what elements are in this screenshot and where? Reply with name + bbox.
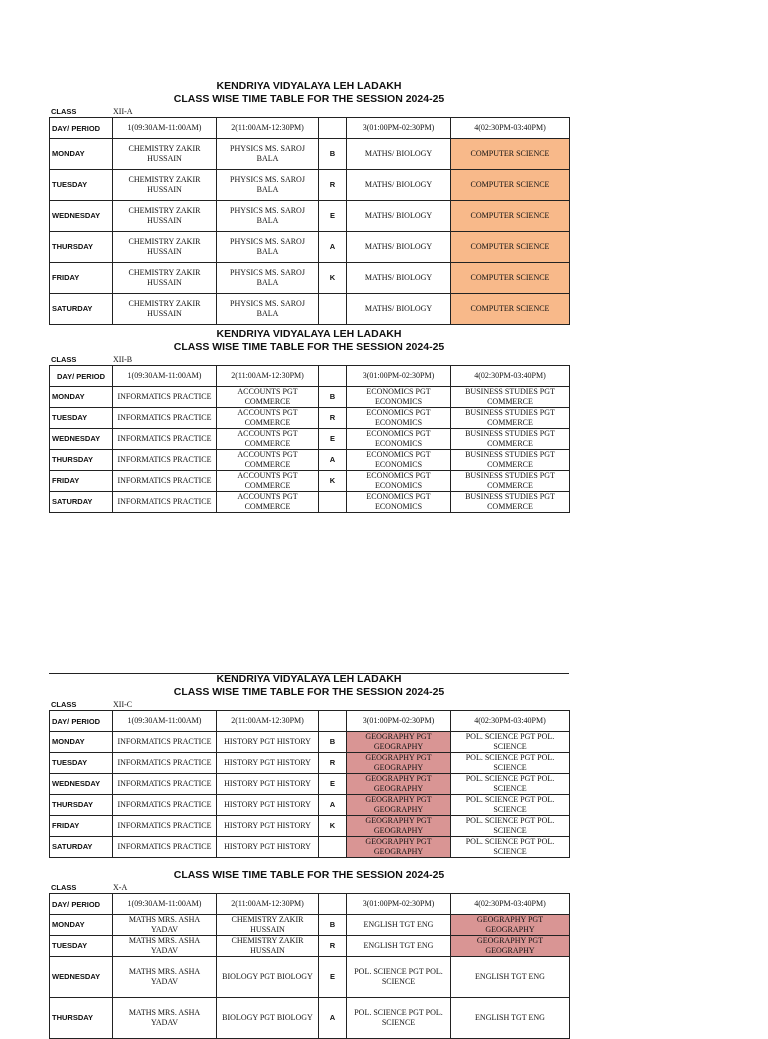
period-cell: INFORMATICS PRACTICE: [113, 795, 217, 816]
period-cell: ENGLISH TGT ENG: [451, 998, 570, 1039]
period-cell: HISTORY PGT HISTORY: [217, 774, 319, 795]
period-cell: POL. SCIENCE PGT POL. SCIENCE: [451, 795, 570, 816]
break-cell: K: [319, 263, 347, 294]
day-cell: THURSDAY: [50, 232, 113, 263]
timetable-title: CLASS WISE TIME TABLE FOR THE SESSION 2024-25: [173, 869, 445, 881]
period-cell: INFORMATICS PRACTICE: [113, 471, 217, 492]
period-cell: ECONOMICS PGT ECONOMICS: [347, 471, 451, 492]
table-row: [50, 201, 570, 232]
period-cell: CHEMISTRY ZAKIR HUSSAIN: [113, 170, 217, 201]
table-row: [50, 816, 570, 837]
header-period-1: 1(09:30AM-11:00AM): [113, 118, 217, 139]
break-cell: E: [319, 957, 347, 998]
period-cell: MATHS/ BIOLOGY: [347, 294, 451, 325]
day-cell: MONDAY: [50, 387, 113, 408]
school-name: KENDRIYA VIDYALAYA LEH LADAKH: [216, 328, 402, 340]
header-day-period: DAY/ PERIOD: [50, 118, 113, 139]
period-cell: POL. SCIENCE PGT POL. SCIENCE: [451, 816, 570, 837]
header-row: [50, 711, 570, 732]
period-cell: POL. SCIENCE PGT POL. SCIENCE: [451, 732, 570, 753]
break-cell: E: [319, 201, 347, 232]
day-cell: WEDNESDAY: [50, 957, 113, 998]
day-cell: MONDAY: [50, 139, 113, 170]
header-period-3: 3(01:00PM-02:30PM): [347, 894, 451, 915]
period-cell: PHYSICS MS. SAROJ BALA: [217, 201, 319, 232]
period-cell: INFORMATICS PRACTICE: [113, 732, 217, 753]
break-cell: B: [319, 732, 347, 753]
table-row: [50, 795, 570, 816]
period-cell: POL. SCIENCE PGT POL. SCIENCE: [451, 837, 570, 858]
break-cell: R: [319, 753, 347, 774]
period-cell: COMPUTER SCIENCE: [451, 232, 570, 263]
period-cell: COMPUTER SCIENCE: [451, 139, 570, 170]
period-cell: GEOGRAPHY PGT GEOGRAPHY: [347, 732, 451, 753]
timetable-title: CLASS WISE TIME TABLE FOR THE SESSION 2024-25: [173, 341, 445, 353]
class-line: [49, 106, 569, 117]
class-label: CLASS: [51, 883, 77, 892]
break-cell: R: [319, 936, 347, 957]
period-cell: ENGLISH TGT ENG: [347, 936, 451, 957]
table-row: [50, 170, 570, 201]
period-cell: BUSINESS STUDIES PGT COMMERCE: [451, 492, 570, 513]
break-cell: E: [319, 774, 347, 795]
day-cell: TUESDAY: [50, 170, 113, 201]
period-cell: ACCOUNTS PGT COMMERCE: [217, 387, 319, 408]
header-period-4: 4(02:30PM-03:40PM): [451, 118, 570, 139]
period-cell: PHYSICS MS. SAROJ BALA: [217, 139, 319, 170]
header-period-1: 1(09:30AM-11:00AM): [113, 366, 217, 387]
header-day-period: DAY/ PERIOD: [50, 366, 113, 387]
period-cell: MATHS/ BIOLOGY: [347, 201, 451, 232]
table-row: [50, 957, 570, 998]
timetable: [49, 893, 570, 1039]
period-cell: INFORMATICS PRACTICE: [113, 753, 217, 774]
header-period-1: 1(09:30AM-11:00AM): [113, 894, 217, 915]
period-cell: ACCOUNTS PGT COMMERCE: [217, 408, 319, 429]
header-period-2: 2(11:00AM-12:30PM): [217, 366, 319, 387]
period-cell: PHYSICS MS. SAROJ BALA: [217, 294, 319, 325]
header-period-4: 4(02:30PM-03:40PM): [451, 711, 570, 732]
period-cell: POL. SCIENCE PGT POL. SCIENCE: [347, 957, 451, 998]
table-row: [50, 774, 570, 795]
period-cell: BUSINESS STUDIES PGT COMMERCE: [451, 387, 570, 408]
period-cell: MATHS/ BIOLOGY: [347, 170, 451, 201]
day-cell: TUESDAY: [50, 936, 113, 957]
day-cell: WEDNESDAY: [50, 201, 113, 232]
day-cell: SATURDAY: [50, 492, 113, 513]
header-break: [319, 894, 347, 915]
period-cell: MATHS/ BIOLOGY: [347, 263, 451, 294]
table-row: [50, 837, 570, 858]
table-row: [50, 753, 570, 774]
timetable: [49, 365, 570, 513]
class-label: CLASS: [51, 355, 77, 364]
timetable-block-xii-a: [49, 80, 569, 325]
period-cell: BIOLOGY PGT BIOLOGY: [217, 998, 319, 1039]
period-cell: GEOGRAPHY PGT GEOGRAPHY: [347, 774, 451, 795]
period-cell: GEOGRAPHY PGT GEOGRAPHY: [347, 816, 451, 837]
period-cell: INFORMATICS PRACTICE: [113, 450, 217, 471]
header-period-3: 3(01:00PM-02:30PM): [347, 711, 451, 732]
period-cell: POL. SCIENCE PGT POL. SCIENCE: [347, 998, 451, 1039]
period-cell: ACCOUNTS PGT COMMERCE: [217, 492, 319, 513]
period-cell: MATHS/ BIOLOGY: [347, 139, 451, 170]
break-cell: K: [319, 471, 347, 492]
header-period-2: 2(11:00AM-12:30PM): [217, 711, 319, 732]
day-cell: WEDNESDAY: [50, 774, 113, 795]
table-row: [50, 429, 570, 450]
period-cell: MATHS/ BIOLOGY: [347, 232, 451, 263]
period-cell: INFORMATICS PRACTICE: [113, 816, 217, 837]
table-row: [50, 263, 570, 294]
period-cell: MATHS MRS. ASHA YADAV: [113, 915, 217, 936]
period-cell: ENGLISH TGT ENG: [347, 915, 451, 936]
break-cell: K: [319, 816, 347, 837]
day-cell: THURSDAY: [50, 998, 113, 1039]
header-period-4: 4(02:30PM-03:40PM): [451, 894, 570, 915]
period-cell: COMPUTER SCIENCE: [451, 201, 570, 232]
period-cell: BUSINESS STUDIES PGT COMMERCE: [451, 408, 570, 429]
period-cell: ECONOMICS PGT ECONOMICS: [347, 387, 451, 408]
day-cell: THURSDAY: [50, 795, 113, 816]
day-cell: TUESDAY: [50, 753, 113, 774]
timetable-title: CLASS WISE TIME TABLE FOR THE SESSION 2024-25: [173, 93, 445, 105]
header-period-2: 2(11:00AM-12:30PM): [217, 118, 319, 139]
class-label: CLASS: [51, 700, 77, 709]
day-cell: SATURDAY: [50, 294, 113, 325]
timetable: [49, 710, 570, 858]
table-row: [50, 998, 570, 1039]
period-cell: HISTORY PGT HISTORY: [217, 732, 319, 753]
period-cell: BIOLOGY PGT BIOLOGY: [217, 957, 319, 998]
period-cell: ECONOMICS PGT ECONOMICS: [347, 450, 451, 471]
header-break: [319, 118, 347, 139]
break-cell: A: [319, 795, 347, 816]
header-period-3: 3(01:00PM-02:30PM): [347, 118, 451, 139]
table-row: [50, 492, 570, 513]
period-cell: GEOGRAPHY PGT GEOGRAPHY: [347, 753, 451, 774]
period-cell: INFORMATICS PRACTICE: [113, 492, 217, 513]
period-cell: ECONOMICS PGT ECONOMICS: [347, 429, 451, 450]
break-cell: B: [319, 915, 347, 936]
day-cell: SATURDAY: [50, 837, 113, 858]
header-break: [319, 366, 347, 387]
day-cell: FRIDAY: [50, 816, 113, 837]
period-cell: MATHS MRS. ASHA YADAV: [113, 998, 217, 1039]
period-cell: ACCOUNTS PGT COMMERCE: [217, 471, 319, 492]
break-cell: [319, 837, 347, 858]
period-cell: POL. SCIENCE PGT POL. SCIENCE: [451, 753, 570, 774]
period-cell: POL. SCIENCE PGT POL. SCIENCE: [451, 774, 570, 795]
period-cell: PHYSICS MS. SAROJ BALA: [217, 232, 319, 263]
period-cell: CHEMISTRY ZAKIR HUSSAIN: [113, 263, 217, 294]
class-label: CLASS: [51, 107, 77, 116]
period-cell: INFORMATICS PRACTICE: [113, 429, 217, 450]
day-cell: MONDAY: [50, 732, 113, 753]
period-cell: INFORMATICS PRACTICE: [113, 837, 217, 858]
timetable: [49, 117, 570, 325]
period-cell: INFORMATICS PRACTICE: [113, 774, 217, 795]
period-cell: HISTORY PGT HISTORY: [217, 816, 319, 837]
period-cell: GEOGRAPHY PGT GEOGRAPHY: [451, 936, 570, 957]
header-day-period: DAY/ PERIOD: [50, 894, 113, 915]
period-cell: MATHS MRS. ASHA YADAV: [113, 957, 217, 998]
period-cell: GEOGRAPHY PGT GEOGRAPHY: [451, 915, 570, 936]
table-row: [50, 450, 570, 471]
header-row: [50, 118, 570, 139]
period-cell: GEOGRAPHY PGT GEOGRAPHY: [347, 837, 451, 858]
day-cell: WEDNESDAY: [50, 429, 113, 450]
period-cell: PHYSICS MS. SAROJ BALA: [217, 170, 319, 201]
class-value: XII-C: [113, 700, 133, 709]
period-cell: CHEMISTRY ZAKIR HUSSAIN: [217, 915, 319, 936]
period-cell: ECONOMICS PGT ECONOMICS: [347, 408, 451, 429]
header-row: [50, 366, 570, 387]
timetable-title: CLASS WISE TIME TABLE FOR THE SESSION 2024-25: [173, 686, 445, 698]
period-cell: COMPUTER SCIENCE: [451, 294, 570, 325]
school-name: KENDRIYA VIDYALAYA LEH LADAKH: [216, 80, 402, 92]
class-line: [49, 699, 569, 710]
break-cell: R: [319, 408, 347, 429]
class-value: XII-A: [113, 107, 133, 116]
table-row: [50, 915, 570, 936]
table-row: [50, 732, 570, 753]
period-cell: HISTORY PGT HISTORY: [217, 753, 319, 774]
break-cell: B: [319, 387, 347, 408]
break-cell: A: [319, 998, 347, 1039]
header-row: [50, 894, 570, 915]
period-cell: PHYSICS MS. SAROJ BALA: [217, 263, 319, 294]
day-cell: THURSDAY: [50, 450, 113, 471]
break-cell: B: [319, 139, 347, 170]
table-row: [50, 387, 570, 408]
timetable-block-xii-c: [49, 673, 569, 858]
header-break: [319, 711, 347, 732]
class-value: XII-B: [113, 355, 133, 364]
break-cell: A: [319, 232, 347, 263]
class-line: [49, 354, 569, 365]
table-row: [50, 294, 570, 325]
period-cell: ECONOMICS PGT ECONOMICS: [347, 492, 451, 513]
school-name: KENDRIYA VIDYALAYA LEH LADAKH: [216, 673, 402, 685]
period-cell: COMPUTER SCIENCE: [451, 170, 570, 201]
period-cell: ENGLISH TGT ENG: [451, 957, 570, 998]
break-cell: A: [319, 450, 347, 471]
header-period-1: 1(09:30AM-11:00AM): [113, 711, 217, 732]
day-cell: FRIDAY: [50, 471, 113, 492]
break-cell: R: [319, 170, 347, 201]
period-cell: HISTORY PGT HISTORY: [217, 795, 319, 816]
period-cell: ACCOUNTS PGT COMMERCE: [217, 450, 319, 471]
period-cell: INFORMATICS PRACTICE: [113, 408, 217, 429]
day-cell: FRIDAY: [50, 263, 113, 294]
table-row: [50, 936, 570, 957]
period-cell: CHEMISTRY ZAKIR HUSSAIN: [113, 232, 217, 263]
header-period-3: 3(01:00PM-02:30PM): [347, 366, 451, 387]
class-value: X-A: [113, 883, 128, 892]
break-cell: [319, 294, 347, 325]
period-cell: ACCOUNTS PGT COMMERCE: [217, 429, 319, 450]
day-cell: TUESDAY: [50, 408, 113, 429]
period-cell: BUSINESS STUDIES PGT COMMERCE: [451, 429, 570, 450]
period-cell: HISTORY PGT HISTORY: [217, 837, 319, 858]
table-row: [50, 408, 570, 429]
period-cell: CHEMISTRY ZAKIR HUSSAIN: [113, 201, 217, 232]
header-period-4: 4(02:30PM-03:40PM): [451, 366, 570, 387]
break-cell: E: [319, 429, 347, 450]
header-day-period: DAY/ PERIOD: [50, 711, 113, 732]
period-cell: CHEMISTRY ZAKIR HUSSAIN: [113, 294, 217, 325]
table-row: [50, 471, 570, 492]
period-cell: GEOGRAPHY PGT GEOGRAPHY: [347, 795, 451, 816]
period-cell: BUSINESS STUDIES PGT COMMERCE: [451, 450, 570, 471]
period-cell: INFORMATICS PRACTICE: [113, 387, 217, 408]
period-cell: BUSINESS STUDIES PGT COMMERCE: [451, 471, 570, 492]
period-cell: MATHS MRS. ASHA YADAV: [113, 936, 217, 957]
timetable-block-x-a: [49, 869, 569, 1039]
period-cell: CHEMISTRY ZAKIR HUSSAIN: [113, 139, 217, 170]
timetable-block-xii-b: [49, 328, 569, 513]
period-cell: CHEMISTRY ZAKIR HUSSAIN: [217, 936, 319, 957]
day-cell: MONDAY: [50, 915, 113, 936]
header-period-2: 2(11:00AM-12:30PM): [217, 894, 319, 915]
table-row: [50, 139, 570, 170]
break-cell: [319, 492, 347, 513]
class-line: [49, 882, 569, 893]
period-cell: COMPUTER SCIENCE: [451, 263, 570, 294]
table-row: [50, 232, 570, 263]
